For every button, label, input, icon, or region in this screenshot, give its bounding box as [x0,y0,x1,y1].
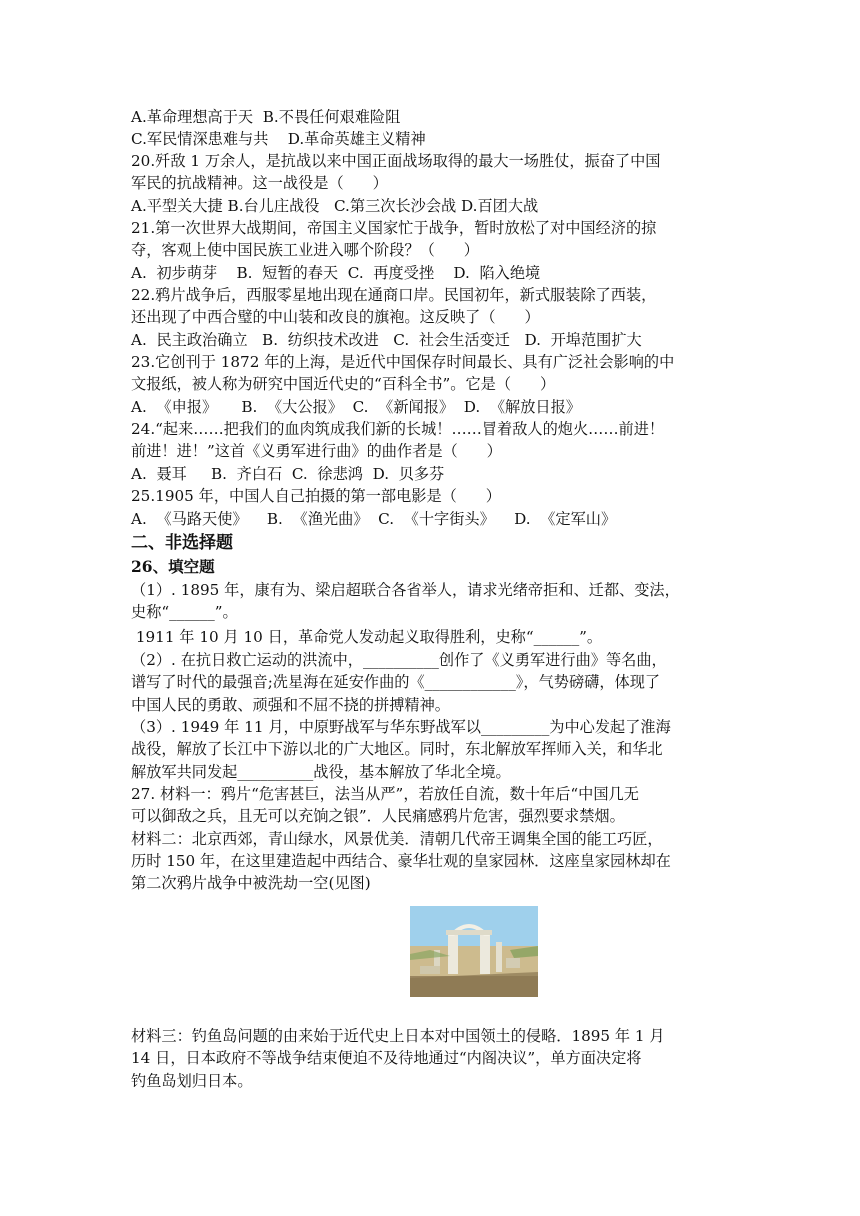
ruins-photo [410,906,538,997]
text-line: A. 《马路天使》 B. 《渔光曲》 C. 《十字街头》 D. 《定军山》 [131,510,617,528]
text-line: A. 民主政治确立 B. 纺织技术改进 C. 社会生活变迁 D. 开埠范围扩大 [131,331,642,349]
text-line: C.军民情深患难与共 D.革命英雄主义精神 [131,130,426,148]
text-line: （1）. 1895 年，康有为、梁启超联合各省举人，请求光绪帝拒和、迁都、变法， [131,581,680,599]
text-line: 解放军共同发起__________战役，基本解放了华北全境。 [131,763,511,781]
text-line: A.平型关大捷 B.台儿庄战役 C.第三次长沙会战 D.百团大战 [131,197,539,215]
ruins-illustration [410,906,538,997]
text-line: 23.它创刊于 1872 年的上海，是近代中国保存时间最长、具有广泛社会影响的中 [131,353,675,371]
text-line: A. 《申报》 B. 《大公报》 C. 《新闻报》 D. 《解放日报》 [131,398,581,416]
text-line: 材料二：北京西郊，青山绿水，风景优美．清朝几代帝王调集全国的能工巧匠， [131,830,663,848]
text-line: A. 初步萌芽 B. 短暂的春天 C. 再度受挫 D. 陷入绝境 [131,264,541,282]
text-line: A.革命理想高于天 B.不畏任何艰难险阻 [131,108,401,126]
text-line: A. 聂耳 B. 齐白石 C. 徐悲鸿 D. 贝多芬 [131,465,445,483]
text-line: 史称“______”。 [131,603,238,621]
text-line: 文报纸，被人称为研究中国近代史的“百科全书”。它是（ ） [131,375,556,393]
text-line: 可以御敌之兵，且无可以充饷之银”．人民痛感鸦片危害，强烈要求禁烟。 [131,807,625,825]
text-line: 谱写了时代的最强音;冼星海在延安作曲的《____________》，气势磅礴，体现了 [131,673,661,691]
text-line: 夺，客观上使中国民族工业进入哪个阶段？（ ） [131,241,479,259]
text-line: 历时 150 年，在这里建造起中西结合、豪华壮观的皇家园林．这座皇家园林却在 [131,852,671,870]
text-line: 中国人民的勇敢、顽强和不屈不挠的拼搏精神。 [131,696,450,714]
text-line: 14 日，日本政府不等战争结束便迫不及待地通过“内阁决议”，单方面决定将 [131,1049,642,1067]
text-line: 前进！进！”这首《义勇军进行曲》的曲作者是（ ） [131,442,502,460]
text-line: 24.“起来……把我们的血肉筑成我们新的长城！……冒着敌人的炮火……前进！ [131,420,665,438]
text-line: （2）. 在抗日救亡运动的洪流中，__________创作了《义勇军进行曲》等名曲， [131,651,667,669]
text-line: 27. 材料一：鸦片“危害甚巨，法当从严”，若放任自流，数十年后“中国几无 [131,785,639,803]
section-heading: 二、非选择题 [131,533,233,553]
section-heading: 26、填空题 [131,557,215,576]
text-line: 材料三：钓鱼岛问题的由来始于近代史上日本对中国领土的侵略．1895 年 1 月 [131,1027,665,1045]
text-line: 1911 年 10 月 10 日，革命党人发动起义取得胜利，史称“______”。 [131,628,603,646]
text-line: 25.1905 年，中国人自己拍摄的第一部电影是（ ） [131,487,501,505]
text-line: （3）. 1949 年 11 月，中原野战军与华东野战军以_________为中心发起了淮海 [131,718,671,736]
text-line: 21.第一次世界大战期间，帝国主义国家忙于战争，暂时放松了对中国经济的掠 [131,219,657,237]
text-line: 20.歼敌 1 万余人，是抗战以来中国正面战场取得的最大一场胜仗，振奋了中国 [131,152,661,170]
text-line: 第二次鸦片战争中被洗劫一空(见图) [131,874,371,892]
text-line: 还出现了中西合璧的中山装和改良的旗袍。这反映了（ ） [131,308,540,326]
text-line: 战役，解放了长江中下游以北的广大地区。同时，东北解放军挥师入关，和华北 [131,740,663,758]
text-line: 22.鸦片战争后，西服零星地出现在通商口岸。民国初年，新式服装除了西装， [131,286,657,304]
text-line: 钓鱼岛划归日本。 [131,1072,253,1090]
text-line: 军民的抗战精神。这一战役是（ ） [131,174,388,192]
